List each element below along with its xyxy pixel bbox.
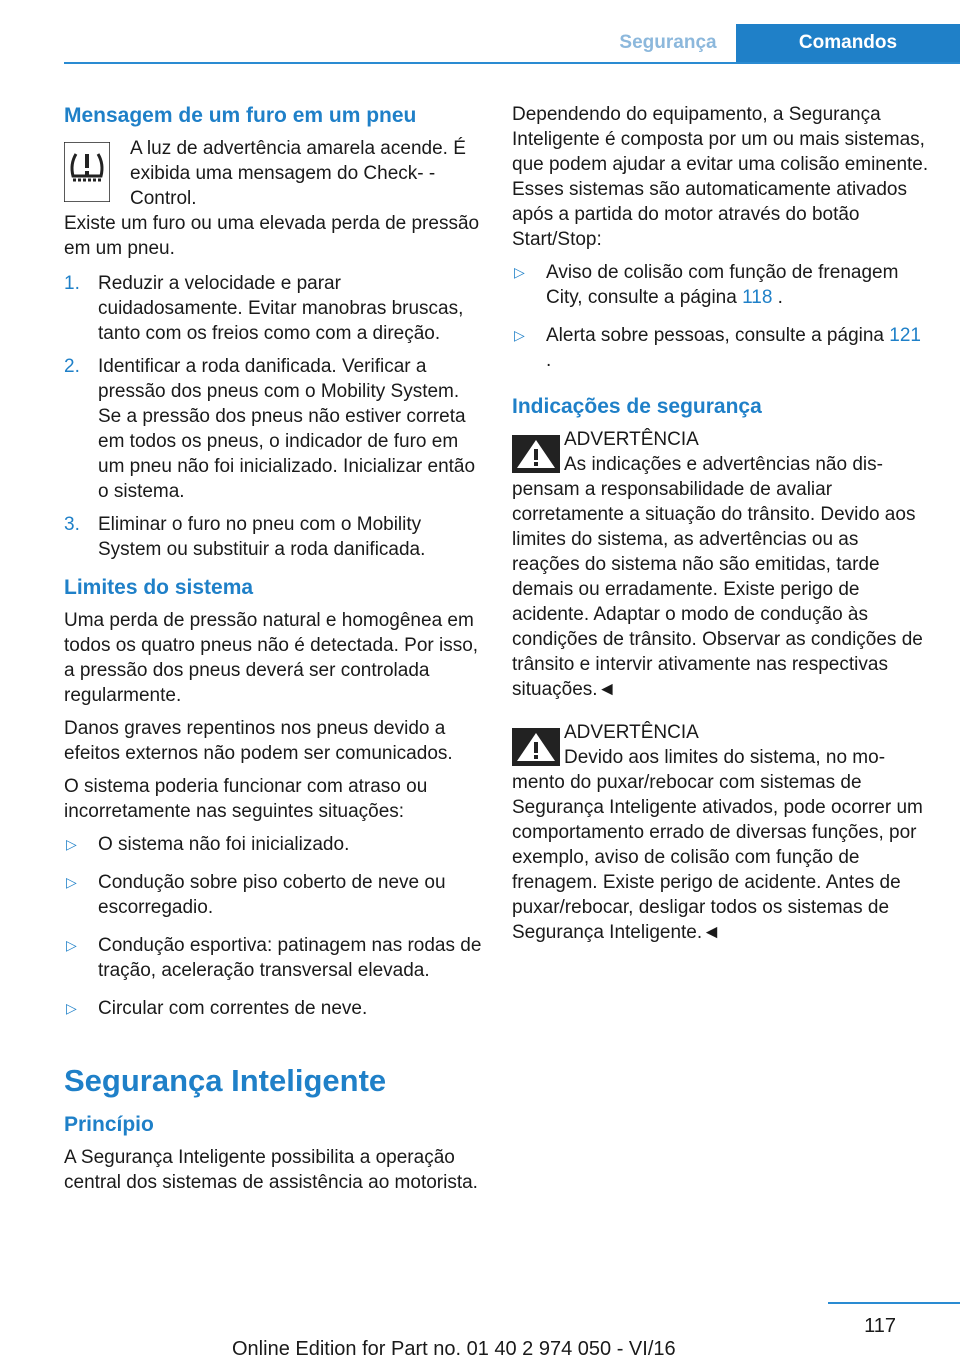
list-item-tail: . xyxy=(546,350,552,371)
principle-title: Princípio xyxy=(64,1113,154,1136)
triangle-bullet-icon: ▷ xyxy=(514,327,525,343)
list-item xyxy=(64,996,482,1021)
intro-text: Dependendo do equipamento, a Segurança Inteligente é composta por um ou mais sistemas, que podem ajudar a evitar uma colisão eminente. Esses sistemas são automaticamente ativados após a partida do motor através do botão Start/Stop: xyxy=(512,104,929,250)
warning-heading: ADVERTÊNCIA xyxy=(564,722,699,743)
list-item-text: Condução esportiva: patinagem nas rodas de tração, aceleração transversal elevada. xyxy=(98,935,482,981)
step-item xyxy=(64,271,482,346)
right-column xyxy=(512,102,930,945)
list-item-tail: . xyxy=(772,287,783,308)
page-link[interactable]: 121 xyxy=(889,325,921,346)
list-item xyxy=(64,933,482,983)
flat-tire-icon-text: A luz de advertência amarela acende. É exibida uma mensagem do Check- -Control. xyxy=(130,138,466,209)
step-number: 1. xyxy=(64,273,80,294)
limits-list xyxy=(64,832,482,1021)
flat-tire-text: Existe um furo ou uma elevada perda de pressão em um pneu. xyxy=(64,213,480,259)
triangle-bullet-icon: ▷ xyxy=(66,874,77,890)
list-item-text: Condução sobre piso coberto de neve ou escorregadio. xyxy=(98,872,446,918)
limits-paragraph-1: Uma perda de pressão natural e homogênea em todos os quatro pneus não é detectada. Por isso, a pressão dos pneus deverá ser controlada regularmente. xyxy=(64,610,479,706)
triangle-bullet-icon: ▷ xyxy=(514,264,525,280)
limits-paragraph-3: O sistema poderia funcionar com atraso ou incorretamente nas seguintes situações: xyxy=(64,776,428,822)
systems-list xyxy=(512,260,930,373)
list-item xyxy=(512,260,930,310)
triangle-bullet-icon: ▷ xyxy=(66,1000,77,1016)
warning-text: mento do puxar/rebocar com sistemas de Segurança Inteligente ativados, pode ocorrer um comportamento errado de diversas funções, por exemplo, aviso de colisão com função de frenagem. Existe perigo de acidente. Antes de puxar/rebocar, desligar todos os sistemas de Segurança Inteligente.◄ xyxy=(512,772,923,943)
list-item-text: O sistema não foi inicializado. xyxy=(98,834,350,855)
left-column xyxy=(64,102,482,1203)
flat-tire-steps xyxy=(64,271,482,562)
flat-tire-title: Mensagem de um furo em um pneu xyxy=(64,104,417,127)
list-item xyxy=(64,870,482,920)
list-item-text: Aviso de colisão com função de frenagem City, consulte a página xyxy=(546,262,899,308)
step-number: 3. xyxy=(64,514,80,535)
warning-block xyxy=(512,720,930,945)
warning-heading: ADVERTÊNCIA xyxy=(564,429,699,450)
tab-seguranca[interactable]: Segurança xyxy=(619,32,717,53)
warning-body xyxy=(512,745,930,945)
list-item-text: Circular com correntes de neve. xyxy=(98,998,368,1019)
list-item-text: Alerta sobre pessoas, consulte a página xyxy=(546,325,884,346)
step-text: Eliminar o furo no pneu com o Mobility System ou substituir a roda danificada. xyxy=(98,514,426,560)
warning-first-line: Devido aos limites do sistema, no mo- xyxy=(564,747,886,768)
safety-title: Indicações de segurança xyxy=(512,395,762,418)
list-item xyxy=(64,832,482,857)
step-item xyxy=(64,512,482,562)
list-item xyxy=(512,323,930,373)
warning-triangle-icon xyxy=(512,728,560,766)
limits-paragraph-2: Danos graves repentinos nos pneus devido a efeitos externos não podem ser comunicados. xyxy=(64,718,453,764)
footer-rule xyxy=(828,1302,960,1304)
step-item xyxy=(64,354,482,504)
warning-block xyxy=(512,427,930,702)
tire-pressure-warning-icon xyxy=(64,142,110,202)
header-rule xyxy=(64,62,960,64)
step-number: 2. xyxy=(64,356,80,377)
warning-body xyxy=(512,452,930,702)
flat-tire-icon-paragraph xyxy=(64,136,482,211)
tab-comandos[interactable]: Comandos xyxy=(736,24,960,62)
limits-title: Limites do sistema xyxy=(64,576,254,599)
page-number: 117 xyxy=(864,1315,896,1337)
warning-first-line: As indicações e advertências não dis- xyxy=(564,454,883,475)
triangle-bullet-icon: ▷ xyxy=(66,836,77,852)
triangle-bullet-icon: ▷ xyxy=(66,937,77,953)
intelligent-safety-title: Segurança Inteligente xyxy=(64,1063,387,1098)
edition-footer: Online Edition for Part no. 01 40 2 974 050 - VI/16 xyxy=(232,1338,676,1360)
principle-text: A Segurança Inteligente possibilita a operação central dos sistemas de assistência ao motorista. xyxy=(64,1147,478,1193)
page-link[interactable]: 118 xyxy=(742,287,773,308)
warning-text: pensam a responsabilidade de avaliar corretamente a situação do trânsito. Devido aos limites do sistema, as advertências ou as reações do sistema não são emitidas, tarde demais ou erradamente. Existe perigo de acidente. Adaptar o modo de condução às condições de trânsito. Observar as condições de trânsito e intervir ativamente nas respectivas situações.◄ xyxy=(512,479,923,700)
step-text: Reduzir a velocidade e parar cuidadosamente. Evitar manobras bruscas, tanto com os freios como com a direção. xyxy=(98,273,464,344)
step-text: Identificar a roda danificada. Verificar a pressão dos pneus com o Mobility System. Se a pressão dos pneus não estiver correta em todos os pneus, o indicador de furo em um pneu não foi inicializado. Inicializar então o sistema. xyxy=(98,356,476,502)
warning-triangle-icon xyxy=(512,435,560,473)
